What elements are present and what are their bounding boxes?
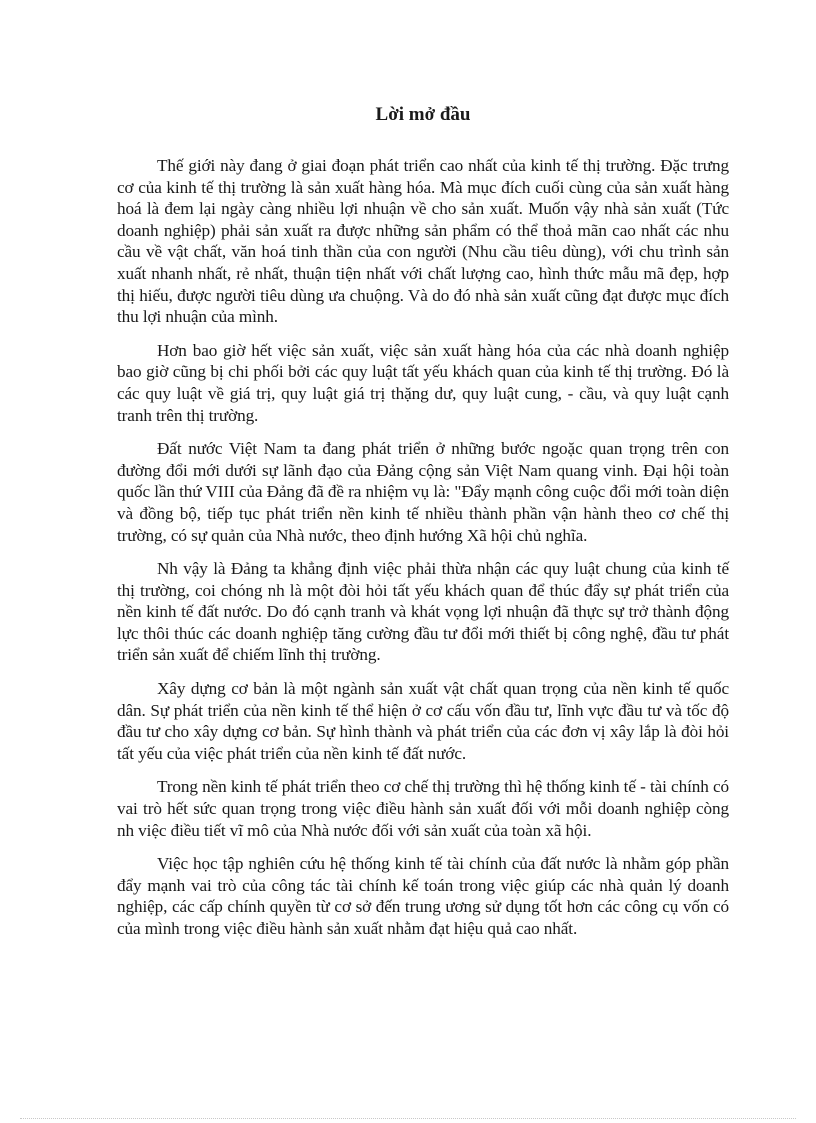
paragraph-3: Đất nước Việt Nam ta đang phát triển ở những bước ngoặc quan trọng trên con đường đổi mới dưới sự lãnh đạo của Đảng cộng sản Việt Nam quang vinh. Đại hội toàn quốc lần thứ VIII của Đảng đã đề ra nhiệm vụ là: "Đẩy mạnh công cuộc đổi mới toàn diện và đồng bộ, tiếp tục phát triển nền kinh tế nhiều thành phần vận hành theo cơ chế thị trường, có sự quản của Nhà nước, theo định hướng Xã hội chủ nghĩa. <box>117 439 729 545</box>
document-body <box>117 103 729 952</box>
page-bottom-divider <box>20 1118 796 1119</box>
paragraph-1: Thế giới này đang ở giai đoạn phát triển cao nhất của kinh tế thị trường. Đặc trưng cơ của kinh tế thị trường là sản xuất hàng hóa. Mà mục đích cuối cùng của sản xuất hàng hoá là đem lại ngày càng nhiều lợi nhuận về cho sản xuất. Muốn vậy nhà sản xuất (Tức doanh nghiệp) phải sản xuất ra được những sản phẩm có thể thoả mãn cao nhất các nhu cầu về vật chất, văn hoá tinh thần của con người (Nhu cầu tiêu dùng), với chu trình sản xuất nhanh nhất, rẻ nhất, thuận tiện nhất với chất lượng cao, hình thức mẫu mã đẹp, hợp thị hiếu, được người tiêu dùng ưa chuộng. Và do đó nhà sản xuất cũng đạt được mục đích thu lợi nhuận của mình. <box>117 156 729 327</box>
paragraph-4: Nh vậy là Đảng ta khẳng định việc phải thừa nhận các quy luật chung của kinh tế thị trường, coi chóng nh là một đòi hỏi tất yếu khách quan để thúc đẩy sự phát triển của nền kinh tế đất nước. Do đó cạnh tranh và khát vọng lợi nhuận đã thực sự trở thành động lực thôi thúc các doanh nghiệp tăng cường đầu tư đổi mới thiết bị công nghệ, đầu tư phát triển sản xuất để chiếm lĩnh thị trường. <box>117 559 729 665</box>
paragraph-5: Xây dựng cơ bản là một ngành sản xuất vật chất quan trọng của nền kinh tế quốc dân. Sự phát triển của nền kinh tế thể hiện ở cơ cấu vốn đầu tư, lĩnh vực đầu tư và tốc độ đầu tư cho xây dựng cơ bản. Sự hình thành và phát triển của các đơn vị xây lắp là đòi hỏi tất yếu của việc phát triển của nền kinh tế đất nước. <box>117 679 729 763</box>
paragraph-2: Hơn bao giờ hết việc sản xuất, việc sản xuất hàng hóa của các nhà doanh nghiệp bao giờ cũng bị chi phối bởi các quy luật tất yếu khách quan của kinh tế thị trường. Đó là các quy luật về giá trị, quy luật giá trị thặng dư, quy luật cung, - cầu, và quy luật cạnh tranh trên thị trường. <box>117 340 729 425</box>
paragraph-6: Trong nền kinh tế phát triển theo cơ chế thị trường thì hệ thống kinh tế - tài chính có vai trò hết sức quan trọng trong việc điều hành sản xuất đối với mỗi doanh nghiệp còng nh việc điều tiết vĩ mô của Nhà nước đối với sản xuất của toàn xã hội. <box>117 777 729 840</box>
paragraph-7: Việc học tập nghiên cứu hệ thống kinh tế tài chính của đất nước là nhằm góp phần đẩy mạnh vai trò của công tác tài chính kế toán trong việc giúp các nhà quản lý doanh nghiệp, các cấp chính quyền từ cơ sở đến trung ương sử dụng tốt hơn các công cụ vốn có của mình trong việc điều hành sản xuất nhằm đạt hiệu quả cao nhất. <box>117 854 729 938</box>
page-title: Lời mở đầu <box>375 104 471 125</box>
